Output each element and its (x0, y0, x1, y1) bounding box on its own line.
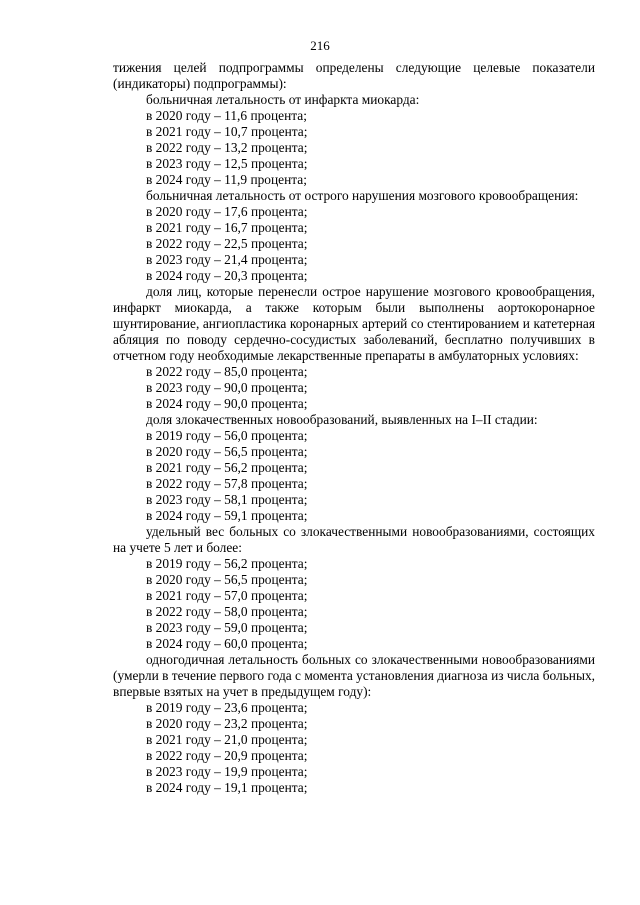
list-item: в 2024 году – 20,3 процента; (146, 268, 308, 283)
indicator-values (113, 204, 595, 284)
indicator-heading: доля лиц, которые перенесли острое нарушение мозгового кровообращения, инфаркт миокарда, а также которым были выполнены аортокоронарное шунтирование, ангиопластика коронарных артерий со стентированием и катетерная абляция по поводу сердечно-сосудистых заболеваний, бесплатно получивших в отчетном году необходимые лекарственные препараты в амбулаторных условиях: (113, 284, 595, 363)
list-item: в 2024 году – 19,1 процента; (146, 780, 308, 795)
list-item: в 2022 году – 57,8 процента; (146, 476, 308, 491)
list-item: в 2024 году – 11,9 процента; (146, 172, 307, 187)
indicator-values (113, 428, 595, 524)
list-item: в 2021 году – 21,0 процента; (146, 732, 308, 747)
indicator-heading: доля злокачественных новообразований, выявленных на I–II стадии: (146, 412, 538, 427)
page-number: 216 (310, 38, 330, 53)
list-item: в 2023 году – 90,0 процента; (146, 380, 308, 395)
indicator-heading: больничная летальность от острого нарушения мозгового кровообращения: (146, 188, 579, 203)
document-body (113, 60, 595, 796)
list-item: в 2022 году – 22,5 процента; (146, 236, 308, 251)
list-item: в 2022 году – 85,0 процента; (146, 364, 308, 379)
indicator-values (113, 364, 595, 412)
list-item: в 2021 году – 57,0 процента; (146, 588, 308, 603)
list-item: в 2020 году – 23,2 процента; (146, 716, 308, 731)
list-item: в 2023 году – 19,9 процента; (146, 764, 308, 779)
list-item: в 2022 году – 13,2 процента; (146, 140, 308, 155)
indicator-heading: больничная летальность от инфаркта миокарда: (146, 92, 420, 107)
list-item: в 2020 году – 11,6 процента; (146, 108, 307, 123)
list-item: в 2023 году – 12,5 процента; (146, 156, 308, 171)
indicator-values (113, 108, 595, 188)
list-item: в 2022 году – 20,9 процента; (146, 748, 308, 763)
list-item: в 2022 году – 58,0 процента; (146, 604, 308, 619)
list-item: в 2024 году – 90,0 процента; (146, 396, 308, 411)
list-item: в 2019 году – 56,2 процента; (146, 556, 308, 571)
list-item: в 2021 году – 56,2 процента; (146, 460, 308, 475)
intro-paragraph: тижения целей подпрограммы определены следующие целевые показатели (индикаторы) подпрограммы): (113, 60, 595, 91)
indicator-heading: удельный вес больных со злокачественными новообразованиями, состоящих на учете 5 лет и более: (113, 524, 595, 555)
list-item: в 2020 году – 56,5 процента; (146, 572, 308, 587)
list-item: в 2019 году – 56,0 процента; (146, 428, 308, 443)
list-item: в 2021 году – 16,7 процента; (146, 220, 308, 235)
indicator-values (113, 556, 595, 652)
list-item: в 2021 году – 10,7 процента; (146, 124, 308, 139)
list-item: в 2020 году – 56,5 процента; (146, 444, 308, 459)
list-item: в 2019 году – 23,6 процента; (146, 700, 308, 715)
list-item: в 2023 году – 58,1 процента; (146, 492, 308, 507)
indicator-heading: одногодичная летальность больных со злокачественными новообразованиями (умерли в течение первого года с момента установления диагноза из числа больных, впервые взятых на учет в предыдущем году): (113, 652, 596, 699)
list-item: в 2020 году – 17,6 процента; (146, 204, 308, 219)
list-item: в 2023 году – 59,0 процента; (146, 620, 308, 635)
list-item: в 2024 году – 60,0 процента; (146, 636, 308, 651)
list-item: в 2023 году – 21,4 процента; (146, 252, 308, 267)
indicator-values (113, 700, 595, 796)
list-item: в 2024 году – 59,1 процента; (146, 508, 308, 523)
